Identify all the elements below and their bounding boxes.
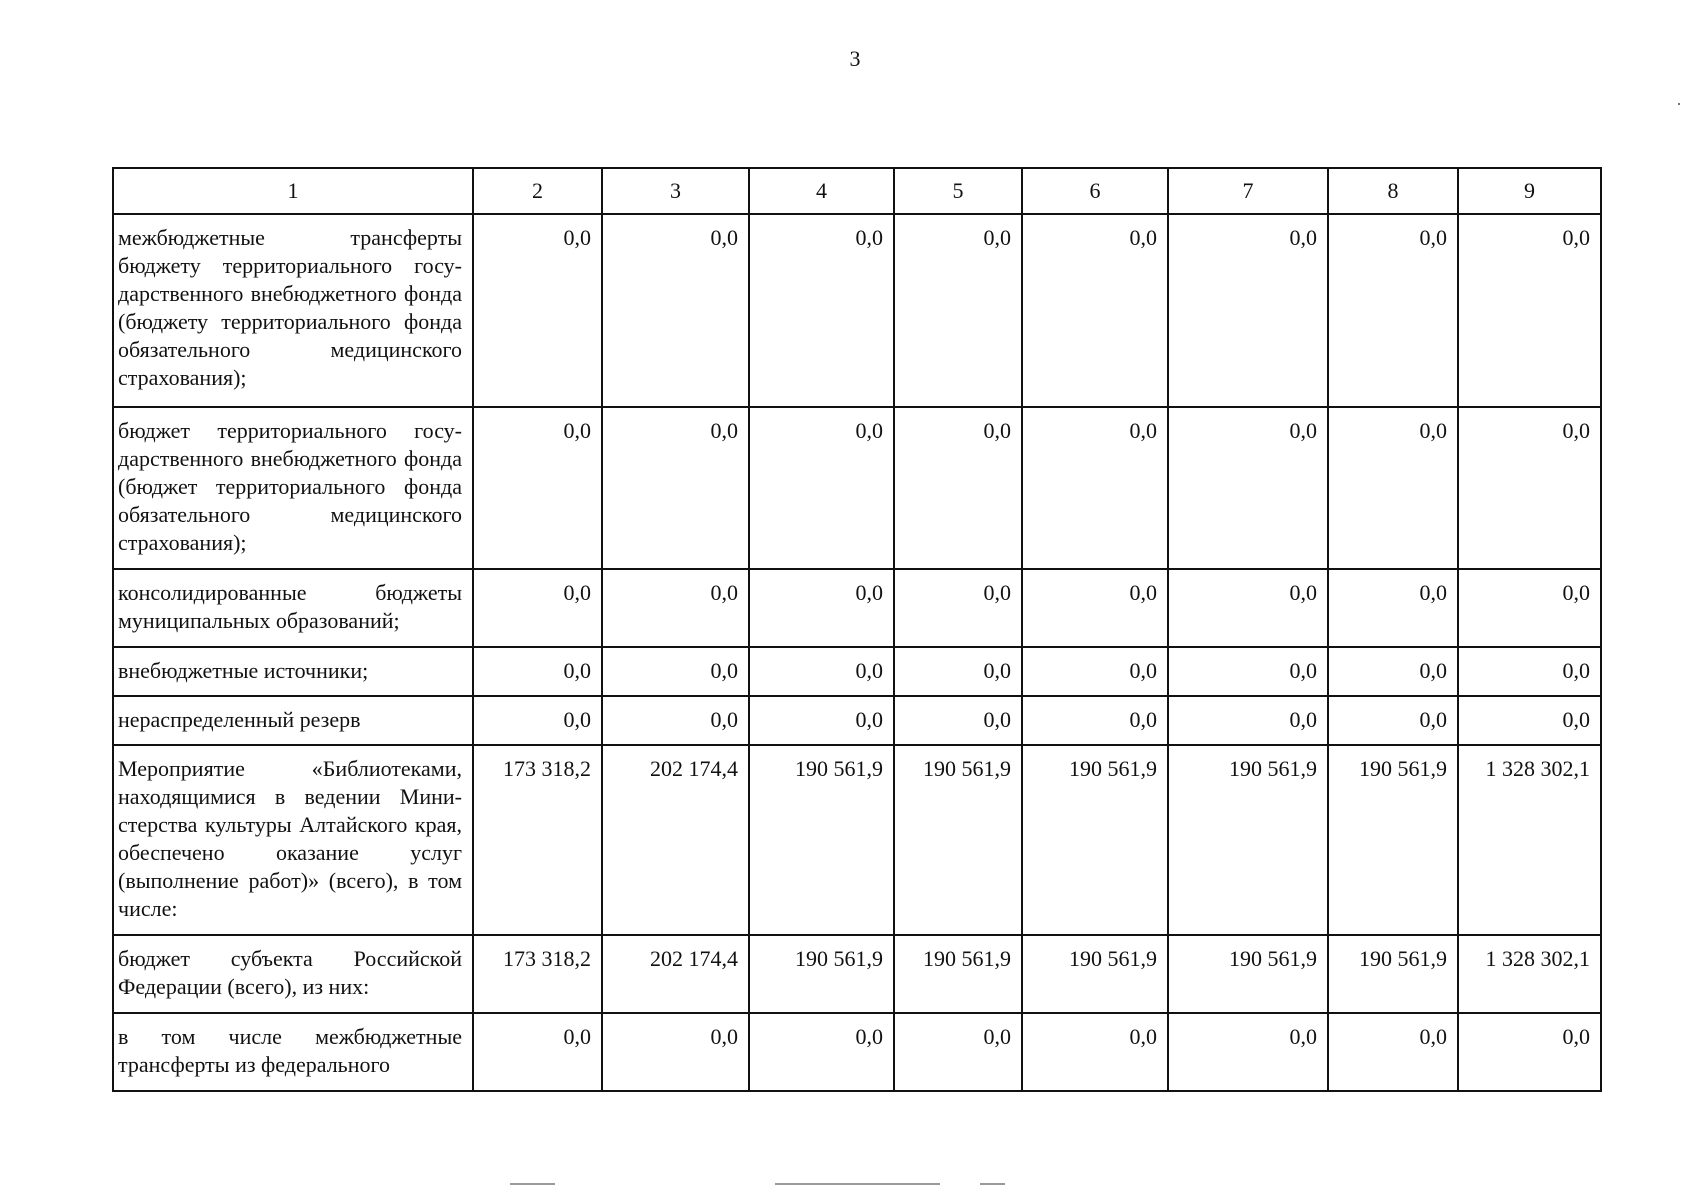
row-value: 0,0 (1458, 1013, 1601, 1091)
row-value: 0,0 (473, 696, 602, 745)
row-value: 0,0 (894, 647, 1022, 696)
row-value: 0,0 (602, 696, 749, 745)
row-value: 202 174,4 (602, 745, 749, 935)
row-value: 0,0 (1168, 214, 1328, 407)
row-value: 0,0 (1458, 647, 1601, 696)
row-value: 190 561,9 (749, 935, 894, 1013)
column-header: 5 (894, 168, 1022, 214)
table-row (113, 745, 1601, 935)
table-header-row (113, 168, 1601, 214)
table-row (113, 407, 1601, 569)
row-value: 0,0 (749, 696, 894, 745)
row-value: 190 561,9 (1168, 935, 1328, 1013)
column-header: 3 (602, 168, 749, 214)
column-header: 9 (1458, 168, 1601, 214)
row-label: консолидированные бюджеты муниципальных образований; (113, 569, 473, 647)
row-value: 173 318,2 (473, 935, 602, 1013)
row-value: 0,0 (1328, 647, 1458, 696)
table-row (113, 647, 1601, 696)
row-value: 190 561,9 (749, 745, 894, 935)
row-value: 0,0 (473, 569, 602, 647)
page-number: 3 (849, 46, 861, 71)
row-value: 0,0 (749, 1013, 894, 1091)
row-value: 0,0 (894, 214, 1022, 407)
column-header: 1 (113, 168, 473, 214)
row-value: 0,0 (749, 569, 894, 647)
row-value: 0,0 (1168, 407, 1328, 569)
row-value: 0,0 (602, 569, 749, 647)
row-value: 0,0 (473, 647, 602, 696)
row-value: 0,0 (1168, 647, 1328, 696)
row-value: 0,0 (1022, 1013, 1168, 1091)
row-value: 0,0 (894, 569, 1022, 647)
row-value: 190 561,9 (1168, 745, 1328, 935)
row-value: 0,0 (1458, 696, 1601, 745)
row-value: 173 318,2 (473, 745, 602, 935)
row-value: 190 561,9 (1022, 745, 1168, 935)
row-value: 0,0 (602, 407, 749, 569)
row-value: 0,0 (1168, 696, 1328, 745)
row-value: 190 561,9 (894, 935, 1022, 1013)
table-row (113, 696, 1601, 745)
row-label: межбюджетные трансферты бюджету территориального государственного внебюджетного фонда (бюджету территориального фонда обязательного медицинского страхования); (113, 214, 473, 407)
table-row (113, 569, 1601, 647)
column-header: 2 (473, 168, 602, 214)
row-value: 1 328 302,1 (1458, 935, 1601, 1013)
row-value: 0,0 (473, 407, 602, 569)
column-header: 7 (1168, 168, 1328, 214)
row-value: 0,0 (1328, 696, 1458, 745)
scan-artifact (510, 1183, 555, 1185)
row-value: 0,0 (1022, 569, 1168, 647)
row-value: 0,0 (894, 407, 1022, 569)
row-value: 190 561,9 (1328, 935, 1458, 1013)
budget-table (112, 167, 1602, 1092)
row-label: внебюджетные источники; (113, 647, 473, 696)
row-value: 190 561,9 (1022, 935, 1168, 1013)
row-value: 0,0 (602, 1013, 749, 1091)
row-value: 0,0 (1022, 214, 1168, 407)
row-label: Мероприятие «Библиотеками, находящимися в ведении Министерства культуры Алтайского края, обеспечено оказание услуг (выполнение работ)» (всего), в том числе: (113, 745, 473, 935)
row-value: 0,0 (1458, 569, 1601, 647)
row-label: в том числе межбюджетные трансферты из федерального (113, 1013, 473, 1091)
row-value: 0,0 (1022, 647, 1168, 696)
row-value: 190 561,9 (894, 745, 1022, 935)
row-value: 0,0 (1328, 407, 1458, 569)
row-value: 1 328 302,1 (1458, 745, 1601, 935)
scan-artifact (775, 1183, 940, 1185)
row-label: нераспределенный резерв (113, 696, 473, 745)
table-row (113, 214, 1601, 407)
row-value: 190 561,9 (1328, 745, 1458, 935)
table-row (113, 935, 1601, 1013)
row-value: 0,0 (602, 647, 749, 696)
row-value: 0,0 (1328, 1013, 1458, 1091)
row-value: 0,0 (894, 696, 1022, 745)
row-label: бюджет субъекта Российской Федерации (всего), из них: (113, 935, 473, 1013)
row-value: 0,0 (602, 214, 749, 407)
row-value: 0,0 (1022, 407, 1168, 569)
row-value: 202 174,4 (602, 935, 749, 1013)
row-value: 0,0 (749, 647, 894, 696)
row-value: 0,0 (749, 407, 894, 569)
row-value: 0,0 (894, 1013, 1022, 1091)
scan-artifact (1678, 103, 1680, 105)
row-value: 0,0 (1328, 569, 1458, 647)
row-value: 0,0 (1168, 1013, 1328, 1091)
column-header: 4 (749, 168, 894, 214)
column-header: 6 (1022, 168, 1168, 214)
row-value: 0,0 (473, 1013, 602, 1091)
row-value: 0,0 (749, 214, 894, 407)
row-label: бюджет территориального государственного внебюджетного фонда (бюджет территориального фонда обязательного медицинского страхования); (113, 407, 473, 569)
row-value: 0,0 (1458, 407, 1601, 569)
row-value: 0,0 (1458, 214, 1601, 407)
row-value: 0,0 (473, 214, 602, 407)
scan-artifact (980, 1183, 1005, 1185)
table-row (113, 1013, 1601, 1091)
row-value: 0,0 (1168, 569, 1328, 647)
row-value: 0,0 (1022, 696, 1168, 745)
column-header: 8 (1328, 168, 1458, 214)
row-value: 0,0 (1328, 214, 1458, 407)
